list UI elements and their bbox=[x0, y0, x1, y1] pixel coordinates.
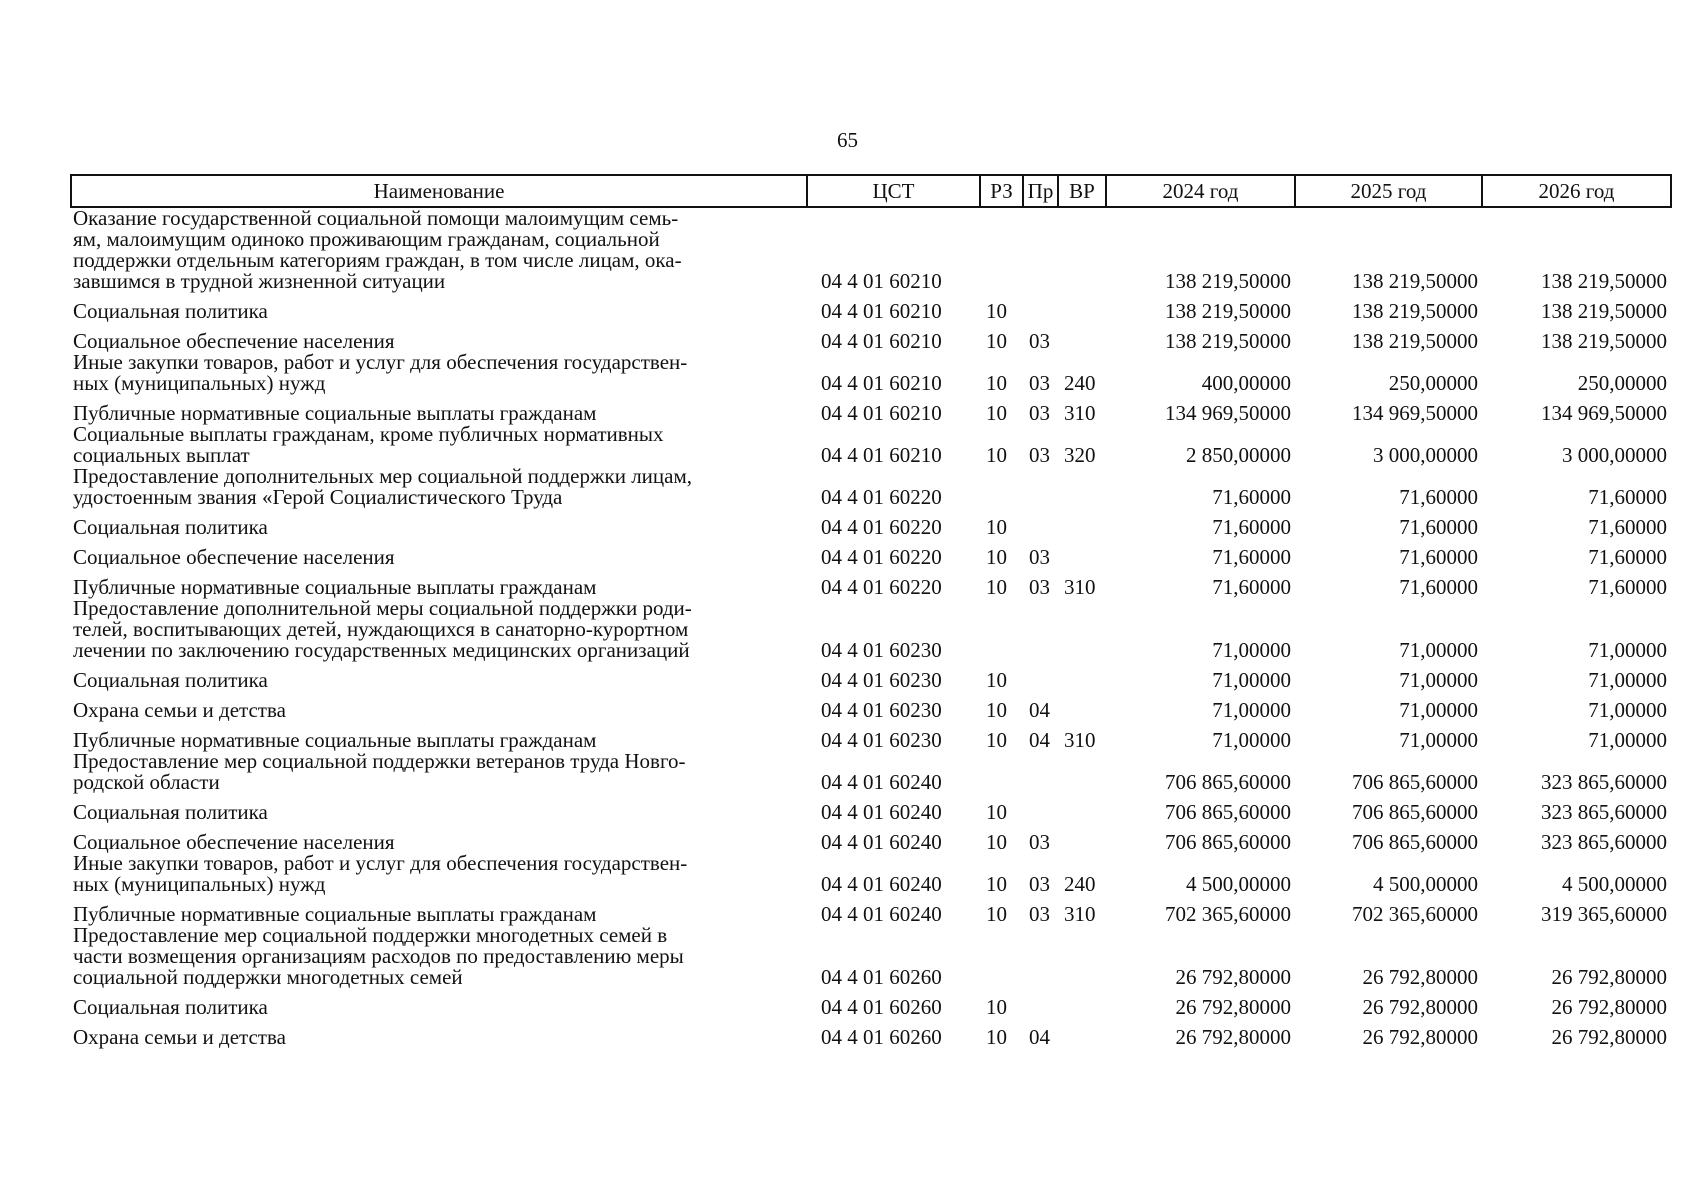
row-pr bbox=[1023, 292, 1058, 322]
row-value-2026: 26 792,80000 bbox=[1551, 1025, 1667, 1049]
row-pr bbox=[1023, 207, 1058, 292]
row-value-2026: 138 219,50000 bbox=[1541, 269, 1667, 293]
row-vr: 310 bbox=[1064, 902, 1096, 926]
row-name: Предоставление мер социальной поддержки ветеранов труда Новго- родской области bbox=[73, 749, 686, 794]
row-vr bbox=[1058, 1018, 1106, 1048]
table-row bbox=[71, 424, 1671, 466]
row-vr bbox=[1058, 925, 1106, 988]
table-row bbox=[71, 793, 1671, 823]
row-pr: 03 bbox=[1029, 443, 1050, 467]
table-row bbox=[71, 721, 1671, 751]
row-value-2024: 71,60000 bbox=[1212, 485, 1291, 509]
row-vr: 310 bbox=[1064, 728, 1096, 752]
row-value-2024: 706 865,60000 bbox=[1165, 830, 1291, 854]
row-cst: 04 4 01 60240 bbox=[821, 770, 942, 794]
row-name: Социальная политика bbox=[73, 995, 268, 1019]
row-rz bbox=[980, 925, 1023, 988]
row-vr bbox=[1058, 292, 1106, 322]
table-row bbox=[71, 751, 1671, 793]
row-value-2026: 71,60000 bbox=[1588, 515, 1667, 539]
row-pr bbox=[1023, 925, 1058, 988]
row-value-2024: 706 865,60000 bbox=[1165, 770, 1291, 794]
row-rz: 10 bbox=[986, 995, 1007, 1019]
row-name: Социальная политика bbox=[73, 299, 268, 323]
row-vr bbox=[1058, 538, 1106, 568]
row-value-2026: 138 219,50000 bbox=[1541, 299, 1667, 323]
table-row bbox=[71, 853, 1671, 895]
row-value-2024: 706 865,60000 bbox=[1165, 800, 1291, 824]
row-rz bbox=[980, 207, 1023, 292]
row-pr: 03 bbox=[1029, 575, 1050, 599]
row-name: Социальные выплаты гражданам, кроме публичных нормативных социальных выплат bbox=[73, 422, 664, 467]
table-header-row bbox=[71, 175, 1671, 207]
row-rz: 10 bbox=[986, 401, 1007, 425]
row-rz: 10 bbox=[986, 902, 1007, 926]
row-rz: 10 bbox=[986, 443, 1007, 467]
row-pr: 03 bbox=[1029, 401, 1050, 425]
row-value-2024: 138 219,50000 bbox=[1165, 269, 1291, 293]
row-vr: 310 bbox=[1064, 401, 1096, 425]
header-cst: ЦСТ bbox=[807, 175, 980, 207]
header-2025: 2025 год bbox=[1295, 175, 1482, 207]
row-value-2026: 3 000,00000 bbox=[1562, 443, 1667, 467]
row-name: Оказание государственной социальной помощи малоимущим семь- ям, малоимущим одиноко проживающим гражданам, социальной поддержки отдельным категориям граждан, в том числе лицам, ока- завшимся в трудной жизненной ситуации bbox=[73, 206, 682, 293]
row-pr bbox=[1023, 988, 1058, 1018]
row-value-2026: 323 865,60000 bbox=[1541, 770, 1667, 794]
row-value-2026: 71,00000 bbox=[1588, 698, 1667, 722]
row-name: Публичные нормативные социальные выплаты гражданам bbox=[73, 902, 597, 926]
row-cst: 04 4 01 60230 bbox=[821, 668, 942, 692]
row-value-2024: 138 219,50000 bbox=[1165, 329, 1291, 353]
row-rz bbox=[980, 598, 1023, 661]
row-rz: 10 bbox=[986, 515, 1007, 539]
row-name: Социальная политика bbox=[73, 668, 268, 692]
row-cst: 04 4 01 60220 bbox=[821, 545, 942, 569]
row-pr bbox=[1023, 598, 1058, 661]
row-vr bbox=[1058, 823, 1106, 853]
row-cst: 04 4 01 60240 bbox=[821, 872, 942, 896]
table-body bbox=[71, 207, 1671, 1048]
row-name: Социальное обеспечение населения bbox=[73, 830, 395, 854]
row-name: Публичные нормативные социальные выплаты гражданам bbox=[73, 575, 597, 599]
row-value-2024: 26 792,80000 bbox=[1175, 965, 1291, 989]
row-name: Предоставление дополнительной меры социальной поддержки роди- телей, воспитывающих детей, нуждающихся в санаторно-курортном лечении по заключению государственных медицинских организаций bbox=[73, 596, 692, 662]
row-name: Предоставление мер социальной поддержки многодетных семей в части возмещения организациям расходов по предоставлению меры социальной поддержки многодетных семей bbox=[73, 923, 684, 989]
header-name: Наименование bbox=[71, 175, 807, 207]
row-pr: 03 bbox=[1029, 329, 1050, 353]
row-vr bbox=[1058, 207, 1106, 292]
row-cst: 04 4 01 60240 bbox=[821, 800, 942, 824]
row-value-2025: 71,00000 bbox=[1399, 638, 1478, 662]
row-cst: 04 4 01 60210 bbox=[821, 401, 942, 425]
row-vr bbox=[1058, 661, 1106, 691]
table-row bbox=[71, 925, 1671, 988]
row-value-2025: 71,60000 bbox=[1399, 485, 1478, 509]
row-value-2026: 319 365,60000 bbox=[1541, 902, 1667, 926]
row-rz bbox=[980, 751, 1023, 793]
row-cst: 04 4 01 60260 bbox=[821, 995, 942, 1019]
table-row bbox=[71, 508, 1671, 538]
header-rz: РЗ bbox=[980, 175, 1023, 207]
row-value-2025: 134 969,50000 bbox=[1352, 401, 1478, 425]
row-rz: 10 bbox=[986, 299, 1007, 323]
table-row bbox=[71, 691, 1671, 721]
row-pr bbox=[1023, 751, 1058, 793]
row-value-2026: 4 500,00000 bbox=[1562, 872, 1667, 896]
row-value-2025: 71,00000 bbox=[1399, 728, 1478, 752]
row-value-2025: 4 500,00000 bbox=[1373, 872, 1478, 896]
row-value-2026: 71,00000 bbox=[1588, 728, 1667, 752]
table-row bbox=[71, 538, 1671, 568]
row-rz: 10 bbox=[986, 830, 1007, 854]
row-value-2024: 134 969,50000 bbox=[1165, 401, 1291, 425]
table-row bbox=[71, 823, 1671, 853]
row-rz: 10 bbox=[986, 1025, 1007, 1049]
row-value-2024: 71,00000 bbox=[1212, 698, 1291, 722]
table-row bbox=[71, 322, 1671, 352]
row-rz bbox=[980, 466, 1023, 508]
header-pr: Пр bbox=[1023, 175, 1058, 207]
row-name: Публичные нормативные социальные выплаты гражданам bbox=[73, 401, 597, 425]
row-pr bbox=[1023, 508, 1058, 538]
row-value-2026: 71,00000 bbox=[1588, 668, 1667, 692]
row-value-2024: 71,00000 bbox=[1212, 728, 1291, 752]
row-cst: 04 4 01 60210 bbox=[821, 269, 942, 293]
row-cst: 04 4 01 60260 bbox=[821, 1025, 942, 1049]
row-name: Иные закупки товаров, работ и услуг для обеспечения государствен- ных (муниципальных) нужд bbox=[73, 350, 688, 395]
row-value-2026: 26 792,80000 bbox=[1551, 965, 1667, 989]
row-cst: 04 4 01 60210 bbox=[821, 443, 942, 467]
row-cst: 04 4 01 60220 bbox=[821, 515, 942, 539]
row-value-2024: 26 792,80000 bbox=[1175, 995, 1291, 1019]
table-row bbox=[71, 352, 1671, 394]
row-rz: 10 bbox=[986, 728, 1007, 752]
row-cst: 04 4 01 60210 bbox=[821, 329, 942, 353]
row-value-2024: 400,00000 bbox=[1201, 371, 1291, 395]
table-row bbox=[71, 895, 1671, 925]
row-name: Иные закупки товаров, работ и услуг для обеспечения государствен- ных (муниципальных) нужд bbox=[73, 851, 688, 896]
row-value-2026: 71,60000 bbox=[1588, 545, 1667, 569]
header-vr: ВР bbox=[1058, 175, 1106, 207]
row-pr: 04 bbox=[1029, 728, 1050, 752]
row-value-2026: 71,60000 bbox=[1588, 485, 1667, 509]
row-rz: 10 bbox=[986, 872, 1007, 896]
table-row bbox=[71, 292, 1671, 322]
row-pr: 03 bbox=[1029, 545, 1050, 569]
row-value-2025: 71,00000 bbox=[1399, 698, 1478, 722]
row-value-2024: 71,60000 bbox=[1212, 575, 1291, 599]
row-cst: 04 4 01 60230 bbox=[821, 638, 942, 662]
row-vr: 240 bbox=[1064, 371, 1096, 395]
row-pr bbox=[1023, 661, 1058, 691]
row-pr: 03 bbox=[1029, 872, 1050, 896]
row-value-2026: 134 969,50000 bbox=[1541, 401, 1667, 425]
row-cst: 04 4 01 60240 bbox=[821, 902, 942, 926]
row-rz: 10 bbox=[986, 371, 1007, 395]
row-name: Социальная политика bbox=[73, 800, 268, 824]
row-value-2026: 250,00000 bbox=[1577, 371, 1667, 395]
table-row bbox=[71, 1018, 1671, 1048]
page-number: 65 bbox=[837, 128, 858, 152]
row-name: Предоставление дополнительных мер социальной поддержки лицам, удостоенным звания «Герой Социалистического Труда bbox=[73, 464, 693, 509]
table-row bbox=[71, 466, 1671, 508]
row-vr bbox=[1058, 322, 1106, 352]
row-value-2025: 706 865,60000 bbox=[1352, 830, 1478, 854]
row-name: Социальная политика bbox=[73, 515, 268, 539]
row-value-2025: 250,00000 bbox=[1388, 371, 1478, 395]
table-row bbox=[71, 207, 1671, 292]
row-value-2026: 323 865,60000 bbox=[1541, 830, 1667, 854]
row-name: Охрана семьи и детства bbox=[73, 1025, 286, 1049]
row-value-2024: 71,00000 bbox=[1212, 668, 1291, 692]
row-value-2025: 71,60000 bbox=[1399, 575, 1478, 599]
row-value-2026: 26 792,80000 bbox=[1551, 995, 1667, 1019]
row-value-2025: 3 000,00000 bbox=[1373, 443, 1478, 467]
header-2024: 2024 год bbox=[1106, 175, 1295, 207]
row-pr: 03 bbox=[1029, 830, 1050, 854]
row-value-2025: 706 865,60000 bbox=[1352, 770, 1478, 794]
row-value-2026: 71,60000 bbox=[1588, 575, 1667, 599]
row-pr: 04 bbox=[1029, 1025, 1050, 1049]
row-pr: 03 bbox=[1029, 902, 1050, 926]
row-pr: 03 bbox=[1029, 371, 1050, 395]
table-row bbox=[71, 598, 1671, 661]
row-name: Социальное обеспечение населения bbox=[73, 329, 395, 353]
row-vr bbox=[1058, 466, 1106, 508]
table-row bbox=[71, 661, 1671, 691]
row-value-2025: 702 365,60000 bbox=[1352, 902, 1478, 926]
row-value-2025: 138 219,50000 bbox=[1352, 269, 1478, 293]
row-name: Социальное обеспечение населения bbox=[73, 545, 395, 569]
row-vr bbox=[1058, 793, 1106, 823]
table-row bbox=[71, 394, 1671, 424]
row-value-2025: 71,00000 bbox=[1399, 668, 1478, 692]
row-value-2025: 138 219,50000 bbox=[1352, 329, 1478, 353]
row-value-2024: 71,00000 bbox=[1212, 638, 1291, 662]
header-2026: 2026 год bbox=[1482, 175, 1671, 207]
row-vr bbox=[1058, 691, 1106, 721]
row-value-2024: 2 850,00000 bbox=[1186, 443, 1291, 467]
row-value-2025: 706 865,60000 bbox=[1352, 800, 1478, 824]
row-cst: 04 4 01 60230 bbox=[821, 728, 942, 752]
row-rz: 10 bbox=[986, 329, 1007, 353]
row-vr bbox=[1058, 598, 1106, 661]
row-vr bbox=[1058, 988, 1106, 1018]
row-rz: 10 bbox=[986, 800, 1007, 824]
row-value-2026: 323 865,60000 bbox=[1541, 800, 1667, 824]
row-cst: 04 4 01 60220 bbox=[821, 575, 942, 599]
row-cst: 04 4 01 60210 bbox=[821, 371, 942, 395]
row-value-2024: 4 500,00000 bbox=[1186, 872, 1291, 896]
row-cst: 04 4 01 60230 bbox=[821, 698, 942, 722]
row-value-2024: 71,60000 bbox=[1212, 545, 1291, 569]
table-row bbox=[71, 568, 1671, 598]
row-vr: 320 bbox=[1064, 443, 1096, 467]
row-value-2024: 702 365,60000 bbox=[1165, 902, 1291, 926]
row-value-2024: 71,60000 bbox=[1212, 515, 1291, 539]
row-rz: 10 bbox=[986, 545, 1007, 569]
row-pr bbox=[1023, 793, 1058, 823]
row-vr: 310 bbox=[1064, 575, 1096, 599]
row-name: Охрана семьи и детства bbox=[73, 698, 286, 722]
row-value-2025: 138 219,50000 bbox=[1352, 299, 1478, 323]
row-value-2024: 26 792,80000 bbox=[1175, 1025, 1291, 1049]
budget-table bbox=[70, 174, 1672, 1048]
row-value-2025: 26 792,80000 bbox=[1362, 965, 1478, 989]
row-rz: 10 bbox=[986, 698, 1007, 722]
row-value-2025: 26 792,80000 bbox=[1362, 1025, 1478, 1049]
row-cst: 04 4 01 60240 bbox=[821, 830, 942, 854]
row-cst: 04 4 01 60210 bbox=[821, 299, 942, 323]
row-value-2025: 71,60000 bbox=[1399, 515, 1478, 539]
row-pr: 04 bbox=[1029, 698, 1050, 722]
row-value-2026: 138 219,50000 bbox=[1541, 329, 1667, 353]
row-cst: 04 4 01 60220 bbox=[821, 485, 942, 509]
row-rz: 10 bbox=[986, 668, 1007, 692]
row-value-2026: 71,00000 bbox=[1588, 638, 1667, 662]
row-vr bbox=[1058, 508, 1106, 538]
row-cst: 04 4 01 60260 bbox=[821, 965, 942, 989]
row-value-2025: 71,60000 bbox=[1399, 545, 1478, 569]
row-value-2025: 26 792,80000 bbox=[1362, 995, 1478, 1019]
row-value-2024: 138 219,50000 bbox=[1165, 299, 1291, 323]
row-vr: 240 bbox=[1064, 872, 1096, 896]
row-rz: 10 bbox=[986, 575, 1007, 599]
row-vr bbox=[1058, 751, 1106, 793]
row-pr bbox=[1023, 466, 1058, 508]
table-row bbox=[71, 988, 1671, 1018]
row-name: Публичные нормативные социальные выплаты гражданам bbox=[73, 728, 597, 752]
